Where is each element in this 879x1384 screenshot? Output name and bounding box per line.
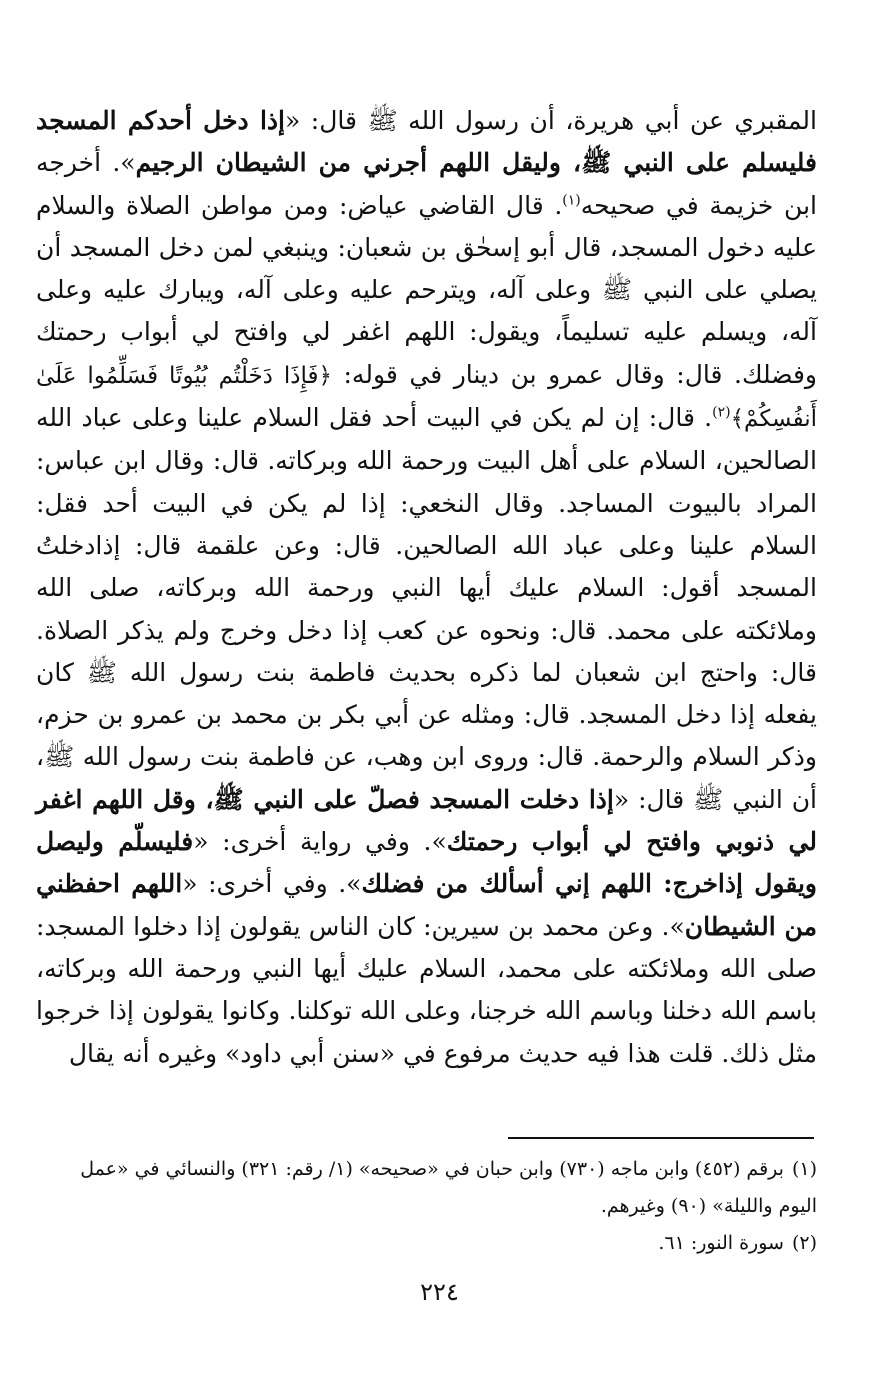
main-text [36,100,817,1075]
footnote-2 [36,1225,817,1262]
text-segment: ». أخرجه ابن خزيمة في صحيحه [36,148,817,220]
footnote-number: (٢) [791,1232,817,1254]
footnote-number: (١) [791,1158,817,1180]
text-segment: . قال: إن لم يكن في البيت أحد فقل السلام علينا وعلى عباد الله الصالحين، السلام على أهل البيت ورحمة الله وبركاته. قال: وقال ابن عباس: المراد بالبيوت المساجد. وقال النخعي: إذا لم يكن في البيت أحد فقل: السلام علينا وعلى عباد الله الصالحين. قال: وعن علقمة قال: إذادخلتُ المسجد أقول: السلام عليك أيها النبي ورحمة الله وبركاته، صلى الله وملائكته على محمد. قال: ونحوه عن كعب إذا دخل وخرج ولم يذكر الصلاة. قال: واحتج ابن شعبان لما ذكره بحديث فاطمة بنت رسول الله ﷺ كان يفعله إذا دخل المسجد. قال: ومثله عن أبي بكر بن محمد بن عمرو بن حزم، وذكر السلام والرحمة. قال: وروى ابن وهب، عن فاطمة بنت رسول الله ﷺ، أن النبي ﷺ قال: « [36,403,817,814]
footnote-text: برقم (٤٥٢) وابن ماجه (٧٣٠) وابن حبان في «صحيحه» (١/ رقم: ٣٢١) والنسائي في «عمل اليوم والليلة» (٩٠) وغيرهم. [80,1158,817,1217]
page-number: ٢٢٤ [420,1278,459,1306]
text-segment: ». وفي أخرى: « [182,869,362,899]
text-segment: . قال القاضي عياض: ومن مواطن الصلاة والسلام عليه دخول المسجد، قال أبو إسحٰق بن شعبان: وينبغي لمن دخل المسجد أن يصلي على النبي ﷺ وعلى آله، ويترحم عليه وعلى آله، ويبارك عليه وعلى آله، ويسلم عليه تسليماً، ويقول: اللهم اغفر لي وافتح لي أبواب رحمتك وفضلك. قال: وقال عمرو بن دينار في قوله: [36,190,817,389]
footnote-divider [508,1137,814,1139]
footnote-ref-2[interactable]: (٢) [712,404,731,421]
footnotes [36,1151,817,1262]
hadith-quote: فليسلّم وليصل ويقول إذاخرج: اللهم إني أسألك من فضلك [36,827,817,899]
text-segment: المقبري عن أبي هريرة، أن رسول الله ﷺ قال: « [284,106,817,135]
footnote-text: سورة النور: ٦١. [658,1232,784,1254]
footnote-ref-1[interactable]: (١) [562,192,581,209]
hadith-quote: إذا دخل أحدكم المسجد فليسلم على النبي ﷺ، وليقل اللهم أجرني من الشيطان الرجيم [36,106,817,178]
footnote-1 [36,1151,817,1225]
text-segment: ». وعن محمد بن سيرين: كان الناس يقولون إذا دخلوا المسجد: صلى الله وملائكته على محمد، السلام عليك أيها النبي ورحمة الله وبركاته، باسم الله دخلنا وباسم الله خرجنا، وعلى الله توكلنا. وكانوا يقولون إذا خرجوا مثل ذلك. قلت هذا فيه حديث مرفوع في «سنن أبي داود» وغيره أنه يقال [36,911,817,1068]
hadith-quote: إذا دخلت المسجد فصلّ على النبي ﷺ، وقل اللهم اغفر لي ذنوبي وافتح لي أبواب رحمتك [36,784,817,857]
quran-verse: ﴿فَإِذَا دَخَلْتُم بُيُوتًا فَسَلِّمُوا عَلَىٰ أَنفُسِكُمْ﴾ [36,362,817,433]
text-segment: ». وفي رواية أخرى: « [193,827,447,857]
hadith-quote: اللهم احفظني من الشيطان [36,869,817,941]
